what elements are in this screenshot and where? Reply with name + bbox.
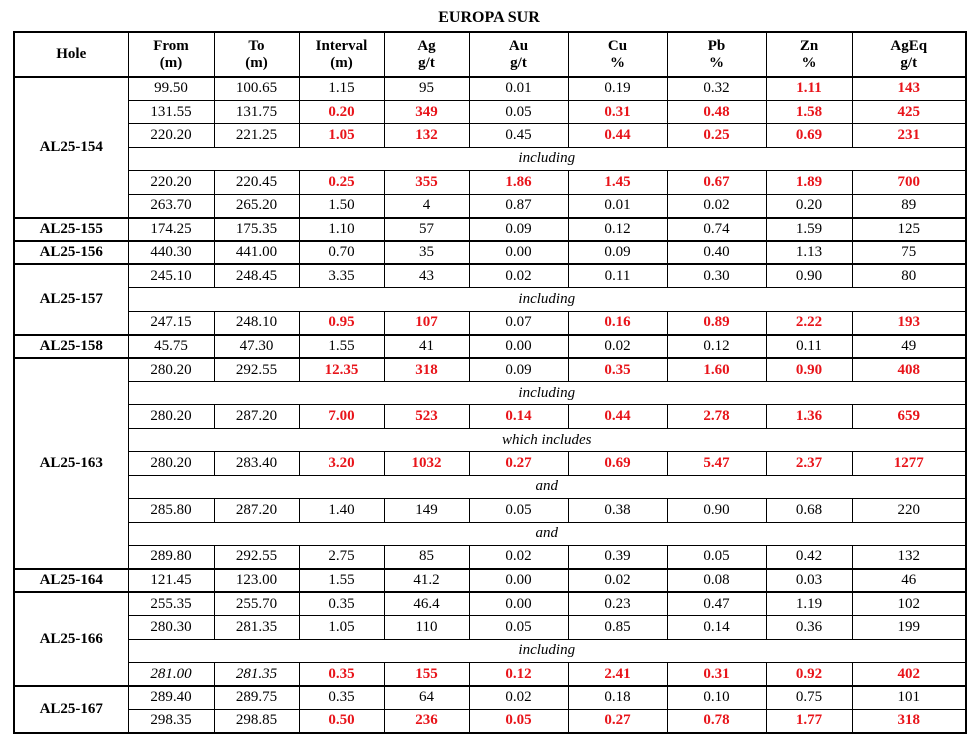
header-to (214, 32, 299, 77)
table-row (14, 686, 966, 709)
cell-interval: 0.35 (299, 686, 384, 709)
cell-zn: 0.42 (766, 545, 852, 568)
header-pb-label: Pb (707, 37, 726, 54)
cell-from: 121.45 (128, 569, 214, 592)
table-header (14, 32, 966, 77)
header-interval (299, 32, 384, 77)
cell-zn: 1.13 (766, 241, 852, 264)
cell-ag: 43 (384, 264, 469, 287)
cell-au: 0.14 (469, 405, 568, 428)
cell-interval: 3.20 (299, 452, 384, 475)
cell-cu: 0.18 (568, 686, 667, 709)
cell-ageq: 132 (852, 545, 966, 568)
cell-ageq: 231 (852, 124, 966, 147)
cell-zn: 1.58 (766, 100, 852, 123)
table-row (14, 124, 966, 147)
cell-zn: 1.19 (766, 592, 852, 615)
cell-interval: 0.20 (299, 100, 384, 123)
cell-au: 0.87 (469, 194, 568, 217)
table-row (14, 405, 966, 428)
table-row (14, 569, 966, 592)
header-zn-unit: % (801, 54, 817, 71)
cell-cu: 0.44 (568, 124, 667, 147)
cell-zn: 2.37 (766, 452, 852, 475)
cell-au: 0.02 (469, 264, 568, 287)
header-hole-label: Hole (56, 46, 87, 62)
cell-to: 265.20 (214, 194, 299, 217)
qualifier-row (14, 381, 966, 404)
cell-cu: 0.09 (568, 241, 667, 264)
header-ag (384, 32, 469, 77)
cell-ag: 110 (384, 616, 469, 639)
cell-zn: 0.68 (766, 499, 852, 522)
cell-ageq: 46 (852, 569, 966, 592)
cell-to: 221.25 (214, 124, 299, 147)
cell-ageq: 402 (852, 663, 966, 686)
cell-zn: 1.77 (766, 709, 852, 732)
cell-ag: 523 (384, 405, 469, 428)
cell-to: 123.00 (214, 569, 299, 592)
cell-ageq: 220 (852, 499, 966, 522)
cell-ageq: 408 (852, 358, 966, 381)
cell-to: 175.35 (214, 218, 299, 241)
cell-cu: 0.02 (568, 335, 667, 358)
table-row (14, 194, 966, 217)
header-ag-label: Ag (417, 37, 436, 54)
cell-pb: 2.78 (667, 405, 766, 428)
cell-cu: 0.39 (568, 545, 667, 568)
cell-pb: 1.60 (667, 358, 766, 381)
table-row (14, 100, 966, 123)
cell-ageq: 49 (852, 335, 966, 358)
hole-id-cell: AL25-167 (14, 686, 128, 733)
cell-zn: 0.90 (766, 264, 852, 287)
cell-zn: 1.11 (766, 77, 852, 100)
cell-from: 289.40 (128, 686, 214, 709)
cell-cu: 0.23 (568, 592, 667, 615)
cell-ag: 149 (384, 499, 469, 522)
cell-zn: 1.36 (766, 405, 852, 428)
table-row (14, 616, 966, 639)
hole-id-cell: AL25-158 (14, 335, 128, 358)
cell-to: 281.35 (214, 663, 299, 686)
cell-ageq: 102 (852, 592, 966, 615)
cell-cu: 0.12 (568, 218, 667, 241)
cell-ag: 46.4 (384, 592, 469, 615)
cell-from: 220.20 (128, 124, 214, 147)
qualifier-row (14, 522, 966, 545)
cell-interval: 1.05 (299, 616, 384, 639)
cell-from: 280.20 (128, 358, 214, 381)
cell-interval: 1.55 (299, 569, 384, 592)
qualifier-row (14, 147, 966, 170)
qualifier-row (14, 475, 966, 498)
hole-id-cell: AL25-156 (14, 241, 128, 264)
cell-zn: 2.22 (766, 311, 852, 334)
table-body (14, 77, 966, 733)
cell-ag: 107 (384, 311, 469, 334)
interval-qualifier-label: including (128, 147, 966, 170)
hole-id-cell: AL25-154 (14, 77, 128, 218)
cell-interval: 0.50 (299, 709, 384, 732)
header-cu-unit: % (610, 54, 625, 71)
cell-ag: 85 (384, 545, 469, 568)
cell-au: 0.07 (469, 311, 568, 334)
table-row (14, 358, 966, 381)
cell-ag: 95 (384, 77, 469, 100)
cell-from: 440.30 (128, 241, 214, 264)
cell-to: 131.75 (214, 100, 299, 123)
cell-ag: 57 (384, 218, 469, 241)
cell-cu: 0.31 (568, 100, 667, 123)
cell-interval: 1.40 (299, 499, 384, 522)
header-to-unit: (m) (245, 54, 268, 71)
cell-cu: 0.11 (568, 264, 667, 287)
cell-from: 280.20 (128, 452, 214, 475)
header-ageq-unit: g/t (900, 54, 918, 71)
table-row (14, 241, 966, 264)
cell-zn: 0.92 (766, 663, 852, 686)
cell-to: 292.55 (214, 358, 299, 381)
cell-to: 287.20 (214, 405, 299, 428)
cell-zn: 0.11 (766, 335, 852, 358)
cell-zn: 1.89 (766, 171, 852, 194)
cell-pb: 0.89 (667, 311, 766, 334)
cell-au: 1.86 (469, 171, 568, 194)
cell-pb: 0.48 (667, 100, 766, 123)
cell-ageq: 89 (852, 194, 966, 217)
cell-cu: 1.45 (568, 171, 667, 194)
cell-from: 174.25 (128, 218, 214, 241)
cell-pb: 0.47 (667, 592, 766, 615)
cell-au: 0.09 (469, 218, 568, 241)
cell-pb: 5.47 (667, 452, 766, 475)
cell-from: 285.80 (128, 499, 214, 522)
cell-au: 0.02 (469, 686, 568, 709)
cell-pb: 0.78 (667, 709, 766, 732)
cell-pb: 0.40 (667, 241, 766, 264)
cell-zn: 1.59 (766, 218, 852, 241)
cell-au: 0.27 (469, 452, 568, 475)
cell-interval: 7.00 (299, 405, 384, 428)
cell-interval: 0.25 (299, 171, 384, 194)
header-pb (667, 32, 766, 77)
cell-ageq: 425 (852, 100, 966, 123)
table-row (14, 311, 966, 334)
cell-au: 0.12 (469, 663, 568, 686)
cell-cu: 0.85 (568, 616, 667, 639)
cell-pb: 0.05 (667, 545, 766, 568)
cell-to: 47.30 (214, 335, 299, 358)
table-row (14, 218, 966, 241)
header-row (14, 32, 966, 77)
cell-cu: 0.44 (568, 405, 667, 428)
table-row (14, 709, 966, 732)
interval-qualifier-label: including (128, 639, 966, 662)
cell-ag: 64 (384, 686, 469, 709)
cell-cu: 0.19 (568, 77, 667, 100)
cell-cu: 0.38 (568, 499, 667, 522)
cell-cu: 0.35 (568, 358, 667, 381)
header-ageq-label: AgEq (890, 37, 928, 54)
cell-cu: 0.16 (568, 311, 667, 334)
cell-from: 247.15 (128, 311, 214, 334)
cell-zn: 0.90 (766, 358, 852, 381)
header-cu-label: Cu (607, 37, 628, 54)
cell-zn: 0.03 (766, 569, 852, 592)
cell-to: 248.45 (214, 264, 299, 287)
header-zn (766, 32, 852, 77)
cell-from: 45.75 (128, 335, 214, 358)
cell-pb: 0.32 (667, 77, 766, 100)
cell-ageq: 700 (852, 171, 966, 194)
header-interval-unit: (m) (330, 54, 353, 71)
cell-interval: 0.35 (299, 592, 384, 615)
assay-results-table (13, 31, 967, 734)
cell-au: 0.00 (469, 335, 568, 358)
hole-id-cell: AL25-155 (14, 218, 128, 241)
cell-from: 289.80 (128, 545, 214, 568)
cell-from: 263.70 (128, 194, 214, 217)
interval-qualifier-label: and (128, 475, 966, 498)
cell-interval: 1.50 (299, 194, 384, 217)
interval-qualifier-label: which includes (128, 428, 966, 451)
cell-ag: 35 (384, 241, 469, 264)
cell-to: 289.75 (214, 686, 299, 709)
cell-pb: 0.30 (667, 264, 766, 287)
table-row (14, 452, 966, 475)
cell-ageq: 1277 (852, 452, 966, 475)
header-zn-label: Zn (799, 37, 819, 54)
cell-from: 99.50 (128, 77, 214, 100)
cell-pb: 0.02 (667, 194, 766, 217)
interval-qualifier-label: including (128, 381, 966, 404)
cell-ag: 1032 (384, 452, 469, 475)
cell-au: 0.05 (469, 499, 568, 522)
header-from-label: From (153, 37, 189, 54)
cell-au: 0.00 (469, 569, 568, 592)
cell-au: 0.00 (469, 241, 568, 264)
cell-au: 0.05 (469, 100, 568, 123)
header-ag-unit: g/t (418, 54, 435, 71)
cell-ag: 132 (384, 124, 469, 147)
cell-interval: 12.35 (299, 358, 384, 381)
cell-cu: 0.01 (568, 194, 667, 217)
cell-from: 220.20 (128, 171, 214, 194)
cell-ag: 41.2 (384, 569, 469, 592)
header-ageq (852, 32, 966, 77)
cell-from: 280.20 (128, 405, 214, 428)
cell-pb: 0.08 (667, 569, 766, 592)
cell-interval: 2.75 (299, 545, 384, 568)
cell-ageq: 659 (852, 405, 966, 428)
cell-ageq: 80 (852, 264, 966, 287)
hole-id-cell: AL25-157 (14, 264, 128, 334)
cell-ageq: 318 (852, 709, 966, 732)
cell-pb: 0.90 (667, 499, 766, 522)
cell-to: 248.10 (214, 311, 299, 334)
cell-ageq: 199 (852, 616, 966, 639)
cell-zn: 0.75 (766, 686, 852, 709)
cell-pb: 0.25 (667, 124, 766, 147)
hole-id-cell: AL25-166 (14, 592, 128, 686)
qualifier-row (14, 288, 966, 311)
cell-from: 298.35 (128, 709, 214, 732)
cell-interval: 0.70 (299, 241, 384, 264)
cell-interval: 1.15 (299, 77, 384, 100)
header-interval-label: Interval (315, 37, 368, 54)
header-cu (568, 32, 667, 77)
cell-from: 280.30 (128, 616, 214, 639)
table-row (14, 592, 966, 615)
cell-ag: 4 (384, 194, 469, 217)
header-au-label: Au (508, 37, 529, 54)
cell-ag: 236 (384, 709, 469, 732)
interval-qualifier-label: including (128, 288, 966, 311)
cell-to: 441.00 (214, 241, 299, 264)
cell-ageq: 101 (852, 686, 966, 709)
cell-ag: 41 (384, 335, 469, 358)
cell-to: 100.65 (214, 77, 299, 100)
qualifier-row (14, 428, 966, 451)
table-row (14, 663, 966, 686)
cell-to: 283.40 (214, 452, 299, 475)
cell-interval: 0.95 (299, 311, 384, 334)
cell-cu: 2.41 (568, 663, 667, 686)
table-row (14, 264, 966, 287)
cell-au: 0.09 (469, 358, 568, 381)
header-from-unit: (m) (159, 54, 183, 71)
table-row (14, 499, 966, 522)
cell-au: 0.02 (469, 545, 568, 568)
table-row (14, 545, 966, 568)
cell-cu: 0.02 (568, 569, 667, 592)
cell-from: 245.10 (128, 264, 214, 287)
cell-cu: 0.69 (568, 452, 667, 475)
cell-pb: 0.74 (667, 218, 766, 241)
cell-interval: 0.35 (299, 663, 384, 686)
table-row (14, 171, 966, 194)
cell-ag: 349 (384, 100, 469, 123)
cell-interval: 1.55 (299, 335, 384, 358)
cell-from: 131.55 (128, 100, 214, 123)
cell-pb: 0.31 (667, 663, 766, 686)
table-title: EUROPA SUR (438, 9, 540, 26)
header-to-label: To (248, 37, 265, 54)
cell-au: 0.05 (469, 616, 568, 639)
cell-to: 292.55 (214, 545, 299, 568)
hole-id-cell: AL25-164 (14, 569, 128, 592)
cell-au: 0.05 (469, 709, 568, 732)
cell-au: 0.01 (469, 77, 568, 100)
cell-pb: 0.14 (667, 616, 766, 639)
cell-pb: 0.67 (667, 171, 766, 194)
cell-from: 255.35 (128, 592, 214, 615)
cell-ageq: 143 (852, 77, 966, 100)
cell-ageq: 75 (852, 241, 966, 264)
cell-au: 0.00 (469, 592, 568, 615)
cell-ageq: 125 (852, 218, 966, 241)
table-row (14, 77, 966, 100)
qualifier-row (14, 639, 966, 662)
table-row (14, 335, 966, 358)
cell-to: 255.70 (214, 592, 299, 615)
header-hole (14, 32, 128, 77)
cell-zn: 0.69 (766, 124, 852, 147)
cell-pb: 0.12 (667, 335, 766, 358)
header-from (128, 32, 214, 77)
cell-ageq: 193 (852, 311, 966, 334)
cell-pb: 0.10 (667, 686, 766, 709)
cell-from: 281.00 (128, 663, 214, 686)
cell-ag: 355 (384, 171, 469, 194)
cell-ag: 155 (384, 663, 469, 686)
cell-interval: 1.05 (299, 124, 384, 147)
cell-zn: 0.36 (766, 616, 852, 639)
cell-interval: 1.10 (299, 218, 384, 241)
cell-to: 281.35 (214, 616, 299, 639)
cell-zn: 0.20 (766, 194, 852, 217)
cell-interval: 3.35 (299, 264, 384, 287)
interval-qualifier-label: and (128, 522, 966, 545)
header-pb-unit: % (709, 54, 724, 71)
cell-to: 220.45 (214, 171, 299, 194)
cell-au: 0.45 (469, 124, 568, 147)
cell-to: 298.85 (214, 709, 299, 732)
cell-ag: 318 (384, 358, 469, 381)
cell-cu: 0.27 (568, 709, 667, 732)
cell-to: 287.20 (214, 499, 299, 522)
header-au-unit: g/t (510, 54, 527, 71)
header-au (469, 32, 568, 77)
hole-id-cell: AL25-163 (14, 358, 128, 569)
